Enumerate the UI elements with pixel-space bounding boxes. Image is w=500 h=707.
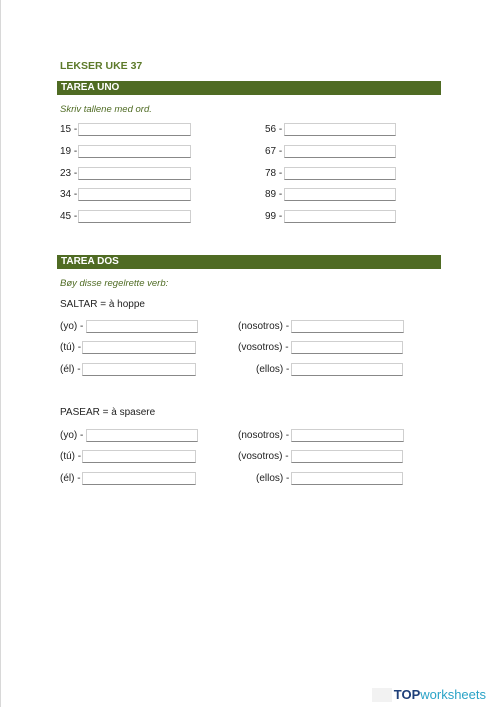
number-row	[265, 145, 400, 159]
number-label: 67 -	[265, 146, 283, 157]
number-label: 78 -	[265, 168, 283, 179]
pronoun-label: (vosotros) -	[238, 451, 289, 462]
conjugation-row	[238, 450, 406, 464]
pronoun-label: (vosotros) -	[238, 342, 289, 353]
conjugation-input[interactable]	[86, 320, 198, 333]
answer-input[interactable]	[284, 145, 396, 158]
section-title: TAREA UNO	[61, 82, 120, 93]
conjugation-row	[60, 341, 200, 355]
conjugation-input[interactable]	[291, 363, 403, 376]
conjugation-row	[256, 363, 406, 377]
number-label: 89 -	[265, 189, 283, 200]
section-header-tarea-dos	[57, 255, 441, 269]
conjugation-row	[238, 429, 406, 443]
document-title: LEKSER UKE 37	[60, 60, 143, 72]
conjugation-row	[256, 472, 406, 486]
answer-input[interactable]	[78, 145, 191, 158]
number-label: 19 -	[60, 146, 78, 157]
pronoun-label: (tú) -	[60, 342, 82, 353]
conjugation-row	[60, 363, 200, 377]
pronoun-label: (él) -	[60, 364, 81, 375]
pronoun-label: (ellos) -	[256, 473, 290, 484]
conjugation-input[interactable]	[86, 429, 198, 442]
brand-logo	[394, 687, 486, 702]
answer-input[interactable]	[284, 210, 396, 223]
answer-input[interactable]	[78, 123, 191, 136]
logo-background	[372, 688, 392, 702]
answer-input[interactable]	[78, 210, 191, 223]
number-label: 56 -	[265, 124, 283, 135]
instruction-text: Skriv tallene med ord.	[60, 104, 152, 115]
conjugation-input[interactable]	[82, 341, 196, 354]
pronoun-label: (tú) -	[60, 451, 82, 462]
conjugation-input[interactable]	[291, 472, 403, 485]
number-row	[265, 188, 400, 202]
pronoun-label: (ellos) -	[256, 364, 290, 375]
conjugation-input[interactable]	[291, 450, 403, 463]
number-label: 45 -	[60, 211, 78, 222]
answer-input[interactable]	[284, 188, 396, 201]
conjugation-input[interactable]	[291, 429, 404, 442]
number-label: 15 -	[60, 124, 78, 135]
number-row	[60, 188, 195, 202]
conjugation-input[interactable]	[291, 341, 403, 354]
pronoun-label: (nosotros) -	[238, 321, 290, 332]
number-label: 99 -	[265, 211, 283, 222]
number-label: 34 -	[60, 189, 78, 200]
number-row	[60, 145, 195, 159]
topworksheets-watermark	[394, 686, 486, 703]
conjugation-input[interactable]	[291, 320, 404, 333]
conjugation-input[interactable]	[82, 472, 196, 485]
number-row	[265, 123, 400, 137]
answer-input[interactable]	[78, 188, 191, 201]
section-header-tarea-uno	[57, 81, 441, 95]
answer-input[interactable]	[284, 167, 396, 180]
number-row	[60, 167, 195, 181]
answer-input[interactable]	[78, 167, 191, 180]
number-row	[265, 167, 400, 181]
number-row	[60, 210, 195, 224]
pronoun-label: (yo) -	[60, 321, 84, 332]
conjugation-input[interactable]	[82, 363, 196, 376]
conjugation-row	[60, 472, 200, 486]
conjugation-row	[60, 429, 200, 443]
number-label: 23 -	[60, 168, 78, 179]
conjugation-row	[60, 450, 200, 464]
brand-top: TOP	[393, 687, 421, 702]
answer-input[interactable]	[284, 123, 396, 136]
conjugation-row	[238, 320, 406, 334]
verb-header-pasear: PASEAR = à spasere	[60, 407, 156, 418]
number-row	[60, 123, 195, 137]
pronoun-label: (yo) -	[60, 430, 84, 441]
section-title: TAREA DOS	[61, 256, 119, 267]
pronoun-label: (nosotros) -	[238, 430, 290, 441]
conjugation-input[interactable]	[82, 450, 196, 463]
conjugation-row	[238, 341, 406, 355]
brand-worksheets: worksheets	[420, 687, 486, 702]
number-row	[265, 210, 400, 224]
conjugation-row	[60, 320, 200, 334]
instruction-text: Bøy disse regelrette verb:	[60, 278, 169, 289]
pronoun-label: (él) -	[60, 473, 81, 484]
verb-header-saltar: SALTAR = à hoppe	[60, 299, 145, 310]
